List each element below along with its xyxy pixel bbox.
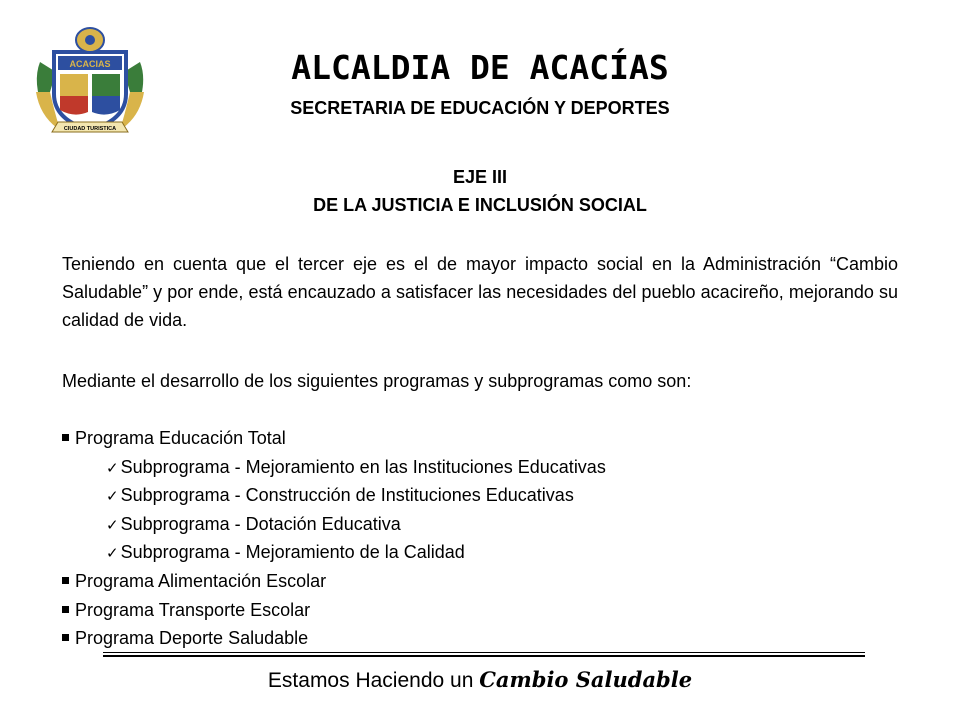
svg-text:CIUDAD TURISTICA: CIUDAD TURISTICA <box>63 126 117 132</box>
section-heading-title: DE LA JUSTICIA E INCLUSIÓN SOCIAL <box>313 195 647 215</box>
footer-slogan <box>0 667 960 693</box>
footer-divider <box>103 652 865 653</box>
list-item: Programa Transporte Escolar <box>62 596 898 625</box>
footer-brand: Cambio Saludable <box>479 667 693 692</box>
checkmark-icon: ✓ <box>106 516 119 534</box>
list-item: ✓ Subprograma - Construcción de Instituciones Educativas <box>106 485 574 506</box>
list-item: Programa Educación Total <box>62 424 898 453</box>
list-item: ✓ Subprograma - Mejoramiento en las Instituciones Educativas <box>106 456 606 477</box>
list-item: Programa Alimentación Escolar <box>62 567 898 596</box>
section-heading-axis: EJE III <box>452 167 508 187</box>
svg-text:ACACIAS: ACACIAS <box>69 59 111 69</box>
checkmark-icon: ✓ <box>106 488 119 506</box>
list-item: ✓ Subprograma - Mejoramiento de la Calidad <box>106 542 465 563</box>
intro-paragraph: Teniendo en cuenta que el tercer eje es el de mayor impacto social en la Administración “Cambio Saludable” y por ende, está encauzado a satisfacer las necesidades del pueblo acacireño, mejorando su calidad de vida. <box>62 254 898 330</box>
list-item: Programa Deporte Saludable <box>62 624 898 653</box>
footer-text: Estamos Haciendo un <box>267 669 474 692</box>
square-bullet-icon <box>62 606 69 613</box>
square-bullet-icon <box>62 634 69 641</box>
checkmark-icon: ✓ <box>106 459 119 477</box>
page-title: ALCALDIA DE ACACÍAS <box>291 48 669 87</box>
programs-intro-paragraph: Mediante el desarrollo de los siguientes programas y subprogramas como son: <box>62 371 692 391</box>
programs-list <box>62 424 898 653</box>
checkmark-icon: ✓ <box>106 545 119 563</box>
footer-divider <box>103 655 865 657</box>
list-item: ✓ Subprograma - Dotación Educativa <box>106 513 401 534</box>
square-bullet-icon <box>62 434 69 441</box>
square-bullet-icon <box>62 577 69 584</box>
page-subtitle: SECRETARIA DE EDUCACIÓN Y DEPORTES <box>290 98 670 118</box>
